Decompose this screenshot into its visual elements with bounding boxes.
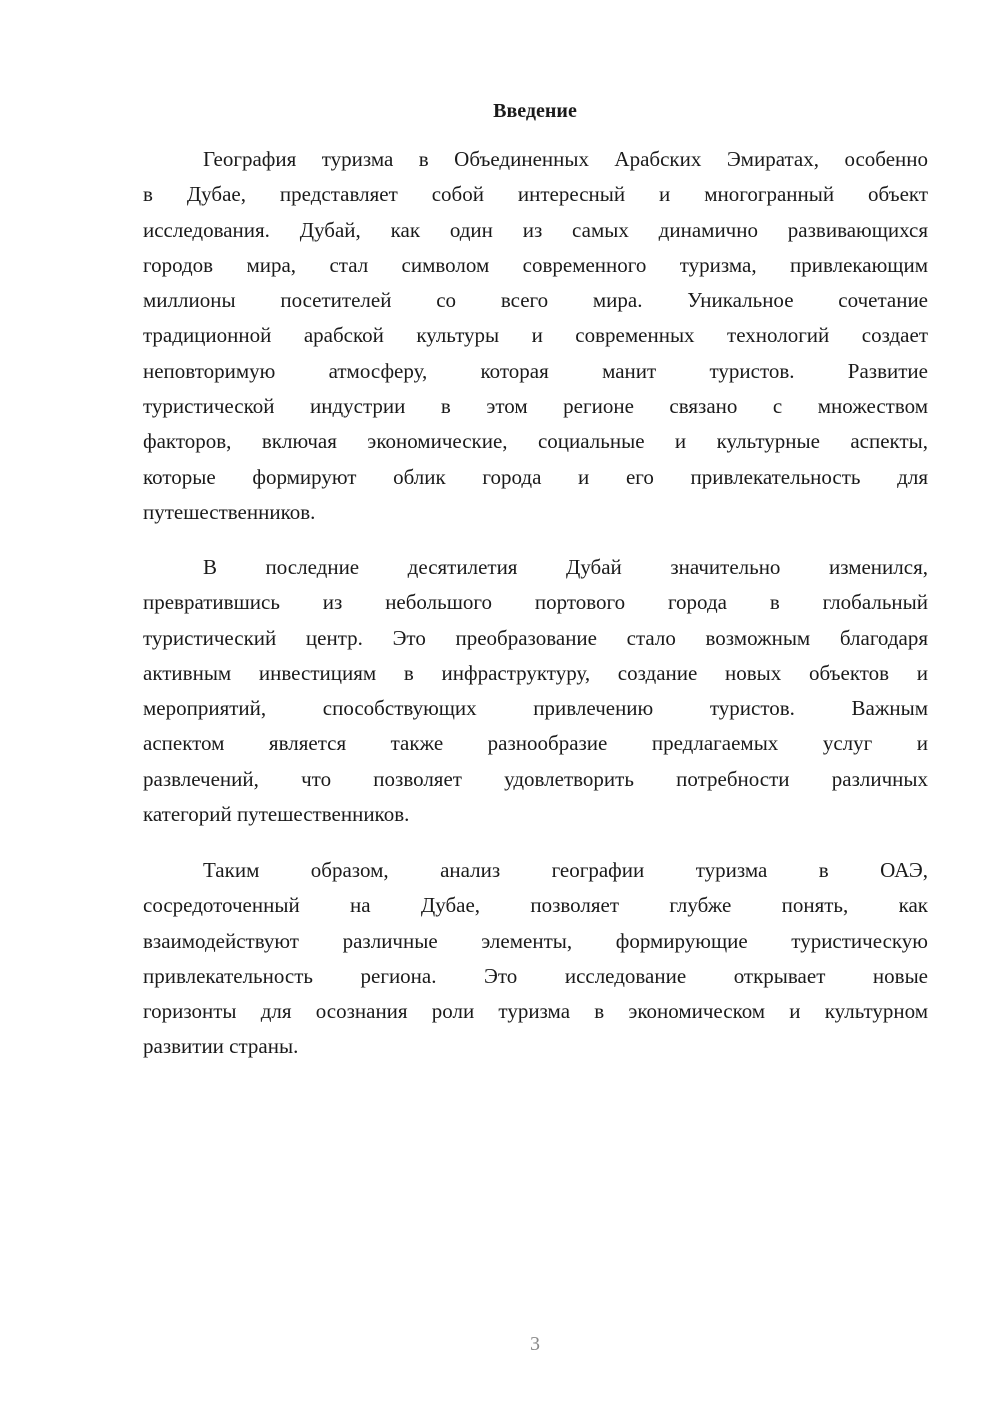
text-line: аспектом является также разнообразие предлагаемых услуг и <box>143 731 928 756</box>
text-line: активным инвестициям в инфраструктуру, создание новых объектов и <box>143 660 928 685</box>
text-line: мероприятий, способствующих привлечению туристов. Важным <box>143 696 928 721</box>
text-line: В последние десятилетия Дубай значительно изменился, <box>203 555 928 579</box>
text-line: География туризма в Объединенных Арабских Эмиратах, особенно <box>203 147 928 171</box>
text-line: туристической индустрии в этом регионе связано с множеством <box>143 394 928 419</box>
text-line: исследования. Дубай, как один из самых динамично развивающихся <box>143 217 928 242</box>
text-line: привлекательность региона. Это исследование открывает новые <box>143 963 928 988</box>
text-line: развлечений, что позволяет удовлетворить потребности различных <box>143 766 928 791</box>
text-line: миллионы посетителей со всего мира. Уникальное сочетание <box>143 288 928 313</box>
paragraph-1 <box>143 142 928 530</box>
text-line: факторов, включая экономические, социальные и культурные аспекты, <box>143 429 928 454</box>
text-line: в Дубае, представляет собой интересный и многогранный объект <box>143 182 928 207</box>
text-line: взаимодействуют различные элементы, формирующие туристическую <box>143 928 928 953</box>
text-line: сосредоточенный на Дубае, позволяет глубже понять, как <box>143 893 928 918</box>
text-line: горизонты для осознания роли туризма в экономическом и культурном <box>143 999 928 1024</box>
paragraph-2 <box>143 550 928 832</box>
text-line: путешественников. <box>143 499 316 524</box>
text-line: неповторимую атмосферу, которая манит туристов. Развитие <box>143 358 928 383</box>
text-line: которые формируют облик города и его привлекательность для <box>143 464 928 489</box>
text-line: туристический центр. Это преобразование стало возможным благодаря <box>143 625 928 650</box>
text-line: Таким образом, анализ географии туризма в ОАЭ, <box>203 858 928 882</box>
paragraph-3 <box>143 853 928 1065</box>
section-title: Введение <box>493 100 577 122</box>
text-line: развитии страны. <box>143 1034 299 1059</box>
text-line: превратившись из небольшого портового города в глобальный <box>143 590 928 615</box>
text-line: городов мира, стал символом современного туризма, привлекающим <box>143 252 928 277</box>
text-line: категорий путешественников. <box>143 802 410 827</box>
text-line: традиционной арабской культуры и современных технологий создает <box>143 323 928 348</box>
page-number: 3 <box>530 1333 540 1355</box>
